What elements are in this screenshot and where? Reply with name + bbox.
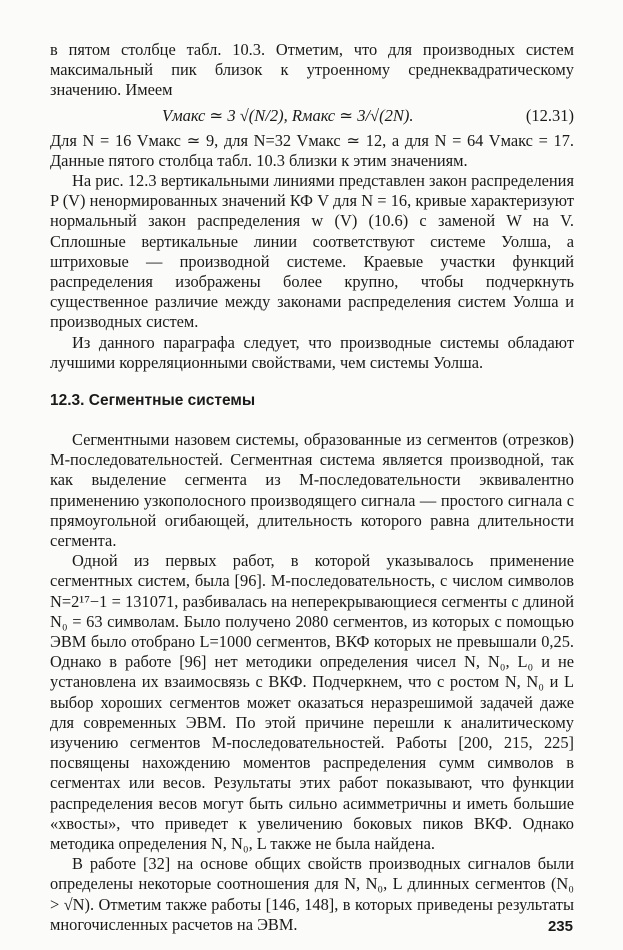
top-text-block [50, 40, 574, 373]
paragraph-segment-definition: Сегментными назовем системы, образованные из сегментов (отрезков) M-последовательностей. Сегментная система является производной, так как выделение сегмента из M-последовательности эквивалентно применению узкополосного производящего сигнала — простого сигнала с прямоугольной огибающей, длительность которого равна длительности сегмента. [50, 430, 574, 551]
paragraph-figure-description: На рис. 12.3 вертикальными линиями представлен закон распределения P (V) ненормированных значений КФ V для N = 16, кривые характеризуют нормальный закон распределения w (V) (10.6) с заменой W на V. Сплошные вертикальные линии соответствуют системе Уолша, а штриховые — производной системе. Краевые участки функций распределения изображены более крупно, чтобы подчеркнуть существенное различие между законами распределения систем Уолша и производных систем. [50, 171, 574, 332]
section-heading: 12.3. Сегментные системы [50, 392, 256, 409]
paragraph-last: В работе [32] на основе общих свойств производных сигналов были определены некоторые соотношения для N, N₀, L длинных сегментов (N₀ > √N). Отметим также работы [146, 148], в которых приведены результаты многочисленных расчетов на ЭВМ. [50, 854, 574, 934]
formula-expression: Vмакс ≃ 3 √(N/2), Rмакс ≃ 3/√(2N). [162, 105, 414, 125]
page-number: 235 [547, 918, 573, 935]
paragraph-first-works: Одной из первых работ, в которой указывалось применение сегментных систем, была [96]. M-последовательность, с числом символов N=2¹⁷−1 = 131071, разбивалась на неперекрывающиеся сегменты с длиной N₀ = 63 символам. Было получено 2080 сегментов, из которых с помощью ЭВМ было отобрано L=1000 сегментов, ВКФ которых не превышали 0,25. Однако в работе [96] нет методики определения чисел N, N₀, L₀ и не установлена их взаимосвязь с ВКФ. Подчеркнем, что с ростом N, N₀ и L выбор хороших сегментов может оказаться неразрешимой задачей даже для современных ЭВМ. По этой причине перешли к аналитическому изучению сегментов M-последовательностей. Работы [200, 215, 225] посвящены нахождению моментов распределения сумм символов в сегментах или весов. Результаты этих работ показывают, что функции распределения весов могут быть сильно асимметричны и иметь большие «хвосты», что приведет к увеличению боковых пиков ВКФ. Однако методика определения N, N₀, L также не была найдена. [50, 551, 574, 854]
paragraph-conclusion: Из данного параграфа следует, что производные системы обладают лучшими корреляционными свойствами, чем системы Уолша. [50, 332, 574, 372]
section-text-block [50, 430, 574, 935]
paragraph-values: Для N = 16 Vмакс ≃ 9, для N=32 Vмакс ≃ 12, а для N = 64 Vмакс = 17. Данные пятого столбца табл. 10.3 близки к этим значениям. [50, 130, 574, 170]
paragraph-intro: в пятом столбце табл. 10.3. Отметим, что для производных систем максимальный пик близок к утроенному среднеквадратическому значению. Имеем [50, 40, 574, 100]
formula-12-31 [50, 103, 574, 129]
formula-number: (12.31) [525, 105, 574, 125]
